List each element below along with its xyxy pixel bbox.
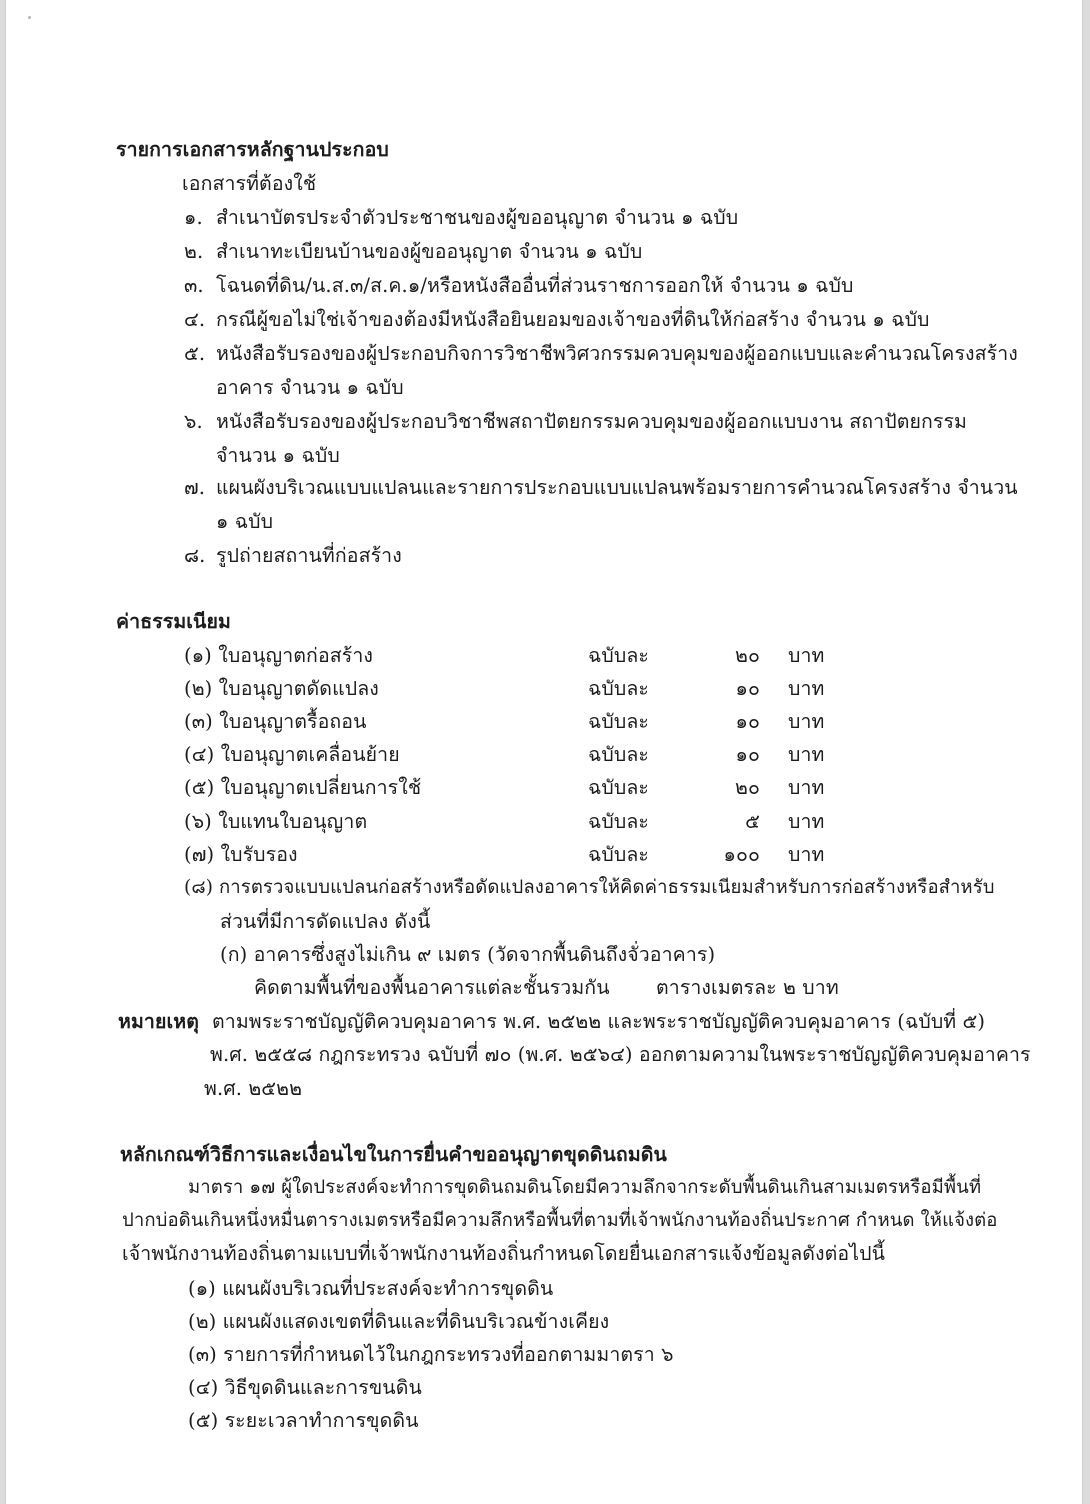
fee-amount: ๕ <box>745 810 760 833</box>
fee-currency: บาท <box>788 810 825 833</box>
excavation-item: (๕) ระยะเวลาทำการขุดดิน <box>188 1409 419 1432</box>
doc-item-number: ๔. <box>184 308 206 331</box>
doc-item-text: กรณีผู้ขอไม่ใช่เจ้าของต้องมีหนังสือยินยอมของเจ้าของที่ดินให้ก่อสร้าง จำนวน ๑ ฉบับ <box>216 308 930 331</box>
doc-item-continuation: ๑ ฉบับ <box>216 510 274 533</box>
document-body <box>6 0 1082 1504</box>
docs-subheading: เอกสารที่ต้องใช้ <box>182 172 317 195</box>
fee-currency: บาท <box>788 743 825 766</box>
doc-item-text: แผนผังบริเวณแบบแปลนและรายการประกอบแบบแปลนพร้อมรายการคำนวณโครงสร้าง จำนวน <box>216 476 1018 499</box>
doc-item <box>184 274 854 298</box>
fee-amount: ๑๐๐ <box>723 843 760 866</box>
doc-item <box>184 476 1018 500</box>
doc-item <box>184 544 402 568</box>
fee-unit: ฉบับละ <box>588 776 649 799</box>
fee-item-8-continuation: ส่วนที่มีการดัดแปลง ดังนี้ <box>220 910 431 933</box>
doc-item <box>184 240 642 264</box>
doc-item-text: สำเนาบัตรประจำตัวประชาชนของผู้ขออนุญาต จำนวน ๑ ฉบับ <box>216 206 739 229</box>
fee-amount: ๒๐ <box>735 776 760 799</box>
doc-item-number: ๘. <box>184 544 206 567</box>
fee-name: (๗) ใบรับรอง <box>184 843 298 866</box>
doc-item <box>184 308 930 332</box>
doc-item-number: ๕. <box>184 342 206 365</box>
doc-item-text: หนังสือรับรองของผู้ประกอบวิชาชีพสถาปัตยกรรมควบคุมของผู้ออกแบบงาน สถาปัตยกรรม <box>216 410 967 433</box>
doc-item-number: ๑. <box>184 206 203 229</box>
doc-item-number: ๓. <box>184 274 204 297</box>
fee-unit: ฉบับละ <box>588 677 649 700</box>
fee-unit: ฉบับละ <box>588 843 649 866</box>
fee-name: (๖) ใบแทนใบอนุญาต <box>184 810 368 833</box>
fee-currency: บาท <box>788 644 825 667</box>
doc-item-number: ๖. <box>184 410 203 433</box>
remark-line: พ.ศ. ๒๕๕๘ กฎกระทรวง ฉบับที่ ๗๐ (พ.ศ. ๒๕๖๔) ออกตามความในพระราชบัญญัติควบคุมอาคาร <box>210 1043 1031 1066</box>
doc-item-text: หนังสือรับรองของผู้ประกอบกิจการวิชาชีพวิศวกรรมควบคุมของผู้ออกแบบและคำนวณโครงสร้าง <box>216 342 1018 365</box>
document-page <box>6 0 1082 1504</box>
doc-item-text: รูปถ่ายสถานที่ก่อสร้าง <box>216 544 402 567</box>
doc-item-text: สำเนาทะเบียนบ้านของผู้ขออนุญาต จำนวน ๑ ฉบับ <box>216 240 643 263</box>
excavation-paragraph-line: เจ้าพนักงานท้องถิ่นตามแบบที่เจ้าพนักงานท้องถิ่นกำหนดโดยยื่นเอกสารแจ้งข้อมูลดังต่อไปนี้ <box>122 1242 886 1265</box>
fee-item-8-calc: คิดตามพื้นที่ของพื้นอาคารแต่ละชั้นรวมกัน <box>254 976 610 999</box>
fee-name: (๕) ใบอนุญาตเปลี่ยนการใช้ <box>184 776 422 799</box>
excavation-paragraph-line: มาตรา ๑๗ ผู้ใดประสงค์จะทำการขุดดินถมดินโดยมีความลึกจากระดับพื้นดินเกินสามเมตรหรือมีพื้นที่ <box>188 1177 982 1198</box>
fee-currency: บาท <box>788 843 825 866</box>
fee-item-8-rate: ตารางเมตรละ ๒ บาท <box>656 976 839 999</box>
fee-unit: ฉบับละ <box>588 810 649 833</box>
doc-item-continuation: จำนวน ๑ ฉบับ <box>216 444 340 467</box>
doc-item-number: ๒. <box>184 240 204 263</box>
doc-item-continuation: อาคาร จำนวน ๑ ฉบับ <box>216 376 404 399</box>
excavation-item: (๒) แผนผังแสดงเขตที่ดินและที่ดินบริเวณข้างเคียง <box>188 1310 610 1333</box>
fee-amount: ๑๐ <box>735 677 760 700</box>
fee-name: (๓) ใบอนุญาตรื้อถอน <box>184 710 367 733</box>
fee-name: (๔) ใบอนุญาตเคลื่อนย้าย <box>184 743 400 766</box>
fee-currency: บาท <box>788 776 825 799</box>
doc-item-number: ๗. <box>184 476 206 499</box>
fee-currency: บาท <box>788 677 825 700</box>
doc-item-text: โฉนดที่ดิน/น.ส.๓/ส.ค.๑/หรือหนังสืออื่นที่ส่วนราชการออกให้ จำนวน ๑ ฉบับ <box>216 274 854 297</box>
fee-unit: ฉบับละ <box>588 644 649 667</box>
fee-unit: ฉบับละ <box>588 710 649 733</box>
fee-amount: ๑๐ <box>735 743 760 766</box>
excavation-item: (๔) วิธีขุดดินและการขนดิน <box>188 1376 422 1399</box>
fee-name: (๑) ใบอนุญาตก่อสร้าง <box>184 644 374 667</box>
excavation-paragraph-line: ปากบ่อดินเกินหนึ่งหมื่นตารางเมตรหรือมีความลึกหรือพื้นที่ตามที่เจ้าพนักงานท้องถิ่นประกาศ กำหนด ให้แจ้งต่อ <box>122 1210 998 1231</box>
doc-item <box>184 206 738 230</box>
fees-heading: ค่าธรรมเนียม <box>116 610 231 633</box>
fee-unit: ฉบับละ <box>588 743 649 766</box>
remark-label: หมายเหตุ <box>118 1010 199 1033</box>
excavation-item: (๓) รายการที่กำหนดไว้ในกฎกระทรวงที่ออกตามมาตรา ๖ <box>188 1343 674 1366</box>
fee-amount: ๑๐ <box>735 710 760 733</box>
remark-line: ตามพระราชบัญญัติควบคุมอาคาร พ.ศ. ๒๕๒๒ และพระราชบัญญัติควบคุมอาคาร (ฉบับที่ ๕) <box>212 1010 986 1033</box>
fee-currency: บาท <box>788 710 825 733</box>
fee-item-8-sub: (ก) อาคารซึ่งสูงไม่เกิน ๙ เมตร (วัดจากพื้นดินถึงจั่วอาคาร) <box>220 943 716 966</box>
fee-amount: ๒๐ <box>735 644 760 667</box>
doc-item <box>184 410 967 434</box>
fee-item-8: (๘) การตรวจแบบแปลนก่อสร้างหรือดัดแปลงอาคารให้คิดค่าธรรมเนียมสำหรับการก่อสร้างหรือสำหรับ <box>184 877 995 898</box>
excavation-heading: หลักเกณฑ์วิธีการและเงื่อนไขในการยื่นคำขออนุญาตขุดดินถมดิน <box>120 1143 667 1166</box>
fee-name: (๒) ใบอนุญาตดัดแปลง <box>184 677 379 700</box>
doc-item <box>184 342 1018 366</box>
excavation-item: (๑) แผนผังบริเวณที่ประสงค์จะทำการขุดดิน <box>188 1277 554 1300</box>
remark-line: พ.ศ. ๒๕๒๒ <box>204 1077 303 1100</box>
docs-heading: รายการเอกสารหลักฐานประกอบ <box>116 138 389 161</box>
